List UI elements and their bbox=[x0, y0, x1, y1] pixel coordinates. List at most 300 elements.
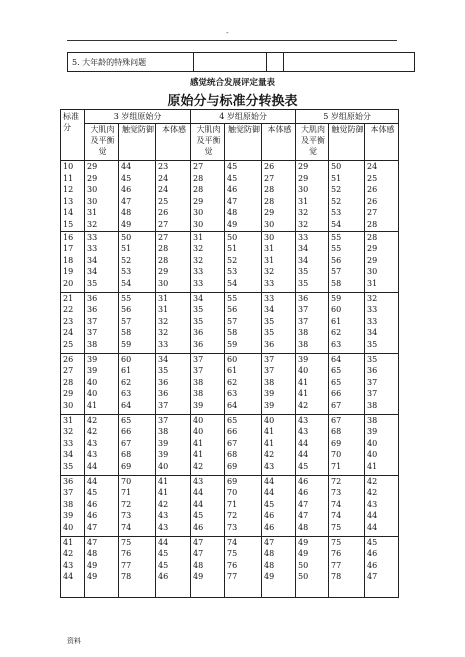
raw-score-cell bbox=[365, 231, 399, 292]
cell-value: 68 bbox=[121, 450, 132, 460]
previous-table-fragment bbox=[67, 52, 415, 72]
cell-value: 39 bbox=[158, 438, 169, 448]
table-row bbox=[61, 353, 399, 414]
cell-value: 59 bbox=[121, 339, 132, 349]
raw-score-cell bbox=[262, 475, 296, 536]
cell-value: 47 bbox=[367, 572, 378, 582]
cell-value: 43 bbox=[298, 415, 309, 425]
cell-value: 68 bbox=[227, 450, 238, 460]
cell-value: 48 bbox=[298, 522, 309, 532]
cell-value: 33 bbox=[367, 305, 378, 315]
raw-score-cell bbox=[329, 161, 365, 232]
raw-score-cell bbox=[225, 161, 262, 232]
cell-value: 59 bbox=[227, 339, 238, 349]
cell-value: 28 bbox=[264, 196, 275, 206]
raw-score-cell bbox=[262, 414, 296, 475]
cell-value: 53 bbox=[121, 267, 132, 277]
raw-score-cell bbox=[365, 475, 399, 536]
cell-value: 24 bbox=[63, 328, 74, 338]
cell-value: 44 bbox=[121, 162, 132, 171]
cell-value: 33 bbox=[367, 316, 378, 326]
cell-value: 46 bbox=[298, 488, 309, 498]
std-score-cell bbox=[61, 414, 85, 475]
cell-value: 55 bbox=[121, 293, 132, 303]
cell-value: 28 bbox=[193, 173, 204, 183]
cell-value: 45 bbox=[193, 511, 204, 521]
cell-value: 48 bbox=[264, 560, 275, 570]
raw-score-cell bbox=[156, 231, 191, 292]
cell-value: 26 bbox=[367, 196, 378, 206]
raw-score-cell bbox=[119, 353, 156, 414]
cell-value: 46 bbox=[264, 522, 275, 532]
raw-score-cell bbox=[156, 536, 191, 597]
std-score-cell bbox=[61, 536, 85, 597]
raw-score-cell bbox=[262, 231, 296, 292]
cell-value: 39 bbox=[264, 400, 275, 410]
cell-value: 76 bbox=[331, 549, 342, 559]
cell-value: 43 bbox=[298, 427, 309, 437]
cell-value: 75 bbox=[121, 537, 132, 547]
cell-value: 77 bbox=[227, 572, 238, 582]
raw-score-cell bbox=[262, 161, 296, 232]
cell-value: 68 bbox=[331, 427, 342, 437]
cell-value: 33 bbox=[193, 267, 204, 277]
cell-value: 66 bbox=[331, 389, 342, 399]
cell-value: 29 bbox=[367, 244, 378, 254]
cell-value: 37 bbox=[63, 488, 74, 498]
col-gross-motor: 大肌肉及平衡觉 bbox=[85, 124, 119, 161]
empty-cell bbox=[267, 53, 284, 72]
document-title: 感觉统合发展评定量表 bbox=[189, 78, 275, 88]
cell-value: 33 bbox=[298, 232, 309, 242]
cell-value: 43 bbox=[87, 450, 98, 460]
cell-value: 45 bbox=[367, 537, 378, 547]
cell-value: 49 bbox=[298, 549, 309, 559]
cell-value: 23 bbox=[63, 316, 74, 326]
cell-value: 69 bbox=[227, 461, 238, 471]
cell-value: 44 bbox=[264, 476, 275, 486]
cell-value: 44 bbox=[367, 511, 378, 521]
cell-value: 43 bbox=[264, 461, 275, 471]
cell-value: 48 bbox=[193, 560, 204, 570]
cell-value: 39 bbox=[264, 389, 275, 399]
cell-value: 65 bbox=[227, 415, 238, 425]
cell-value: 49 bbox=[193, 572, 204, 582]
cell-value: 70 bbox=[331, 450, 342, 460]
cell-value: 74 bbox=[227, 537, 238, 547]
cell-value: 45 bbox=[264, 499, 275, 509]
raw-score-cell bbox=[262, 292, 296, 353]
raw-score-cell bbox=[85, 536, 119, 597]
cell-value: 41 bbox=[87, 400, 98, 410]
cell-value: 47 bbox=[227, 196, 238, 206]
cell-value: 46 bbox=[87, 511, 98, 521]
cell-value: 25 bbox=[367, 173, 378, 183]
std-score-cell bbox=[61, 161, 85, 232]
cell-value: 59 bbox=[331, 293, 342, 303]
cell-value: 40 bbox=[298, 366, 309, 376]
cell-value: 39 bbox=[367, 427, 378, 437]
cell-value: 49 bbox=[298, 537, 309, 547]
cell-value: 44 bbox=[63, 572, 74, 582]
cell-value: 12 bbox=[63, 185, 74, 195]
col-tactile: 触觉防御 bbox=[329, 124, 365, 161]
cell-value: 34 bbox=[298, 255, 309, 265]
cell-value: 54 bbox=[227, 278, 238, 288]
cell-value: 43 bbox=[367, 499, 378, 509]
cell-value: 42 bbox=[87, 415, 98, 425]
cell-value: 13 bbox=[63, 196, 74, 206]
cell-value: 34 bbox=[264, 305, 275, 315]
cell-value: 30 bbox=[87, 185, 98, 195]
cell-value: 42 bbox=[367, 488, 378, 498]
cell-value: 11 bbox=[63, 173, 74, 183]
cell-value: 43 bbox=[158, 511, 169, 521]
cell-value: 46 bbox=[367, 560, 378, 570]
cell-value: 36 bbox=[264, 339, 275, 349]
cell-value: 32 bbox=[298, 219, 309, 229]
cell-value: 40 bbox=[87, 389, 98, 399]
col-proprioception: 本体感 bbox=[156, 124, 191, 161]
cell-value: 62 bbox=[121, 377, 132, 387]
cell-value: 46 bbox=[298, 476, 309, 486]
cell-value: 28 bbox=[158, 255, 169, 265]
cell-value: 41 bbox=[63, 537, 74, 547]
raw-score-cell bbox=[296, 475, 329, 536]
cell-value: 49 bbox=[227, 219, 238, 229]
cell-value: 29 bbox=[193, 196, 204, 206]
raw-score-cell bbox=[119, 475, 156, 536]
cell-value: 76 bbox=[227, 560, 238, 570]
cell-value: 62 bbox=[331, 328, 342, 338]
subcolumn-header-row bbox=[61, 124, 399, 161]
raw-score-cell bbox=[329, 353, 365, 414]
group-5y-header: 5 岁组原始分 bbox=[296, 110, 399, 124]
raw-score-cell bbox=[365, 161, 399, 232]
cell-value: 38 bbox=[264, 377, 275, 387]
cell-value: 36 bbox=[367, 366, 378, 376]
cell-value: 37 bbox=[158, 415, 169, 425]
cell-value: 27 bbox=[63, 366, 74, 376]
cell-value: 41 bbox=[193, 450, 204, 460]
cell-value: 31 bbox=[193, 232, 204, 242]
cell-value: 56 bbox=[227, 305, 238, 315]
cell-value: 45 bbox=[227, 173, 238, 183]
cell-value: 35 bbox=[158, 366, 169, 376]
cell-value: 40 bbox=[193, 415, 204, 425]
cell-value: 49 bbox=[87, 572, 98, 582]
raw-score-cell bbox=[119, 414, 156, 475]
table-row bbox=[68, 53, 415, 72]
cell-value: 73 bbox=[121, 511, 132, 521]
cell-value: 50 bbox=[298, 572, 309, 582]
cell-value: 44 bbox=[367, 522, 378, 532]
cell-value: 42 bbox=[264, 450, 275, 460]
cell-value: 32 bbox=[264, 267, 275, 277]
cell-value: 47 bbox=[121, 196, 132, 206]
raw-score-cell bbox=[225, 536, 262, 597]
raw-score-cell bbox=[296, 414, 329, 475]
cell-value: 33 bbox=[87, 232, 98, 242]
cell-value: 32 bbox=[158, 316, 169, 326]
cell-value: 42 bbox=[367, 476, 378, 486]
cell-value: 41 bbox=[298, 389, 309, 399]
cell-value: 69 bbox=[121, 461, 132, 471]
cell-value: 50 bbox=[121, 232, 132, 242]
cell-value: 67 bbox=[331, 400, 342, 410]
cell-value: 34 bbox=[87, 255, 98, 265]
empty-cell bbox=[284, 53, 415, 72]
cell-value: 20 bbox=[63, 278, 74, 288]
raw-score-cell bbox=[191, 475, 225, 536]
cell-value: 43 bbox=[63, 560, 74, 570]
cell-value: 30 bbox=[298, 185, 309, 195]
cell-value: 44 bbox=[193, 488, 204, 498]
col-gross-motor: 大肌肉及平衡觉 bbox=[191, 124, 225, 161]
cell-value: 39 bbox=[87, 354, 98, 364]
col-tactile: 触觉防御 bbox=[225, 124, 262, 161]
cell-value: 26 bbox=[158, 208, 169, 218]
cell-value: 40 bbox=[367, 450, 378, 460]
cell-value: 38 bbox=[367, 400, 378, 410]
raw-score-cell bbox=[329, 292, 365, 353]
raw-score-cell bbox=[262, 353, 296, 414]
cell-value: 50 bbox=[227, 232, 238, 242]
cell-value: 17 bbox=[63, 244, 74, 254]
cell-value: 19 bbox=[63, 267, 74, 277]
cell-value: 30 bbox=[63, 400, 74, 410]
cell-value: 58 bbox=[331, 278, 342, 288]
cell-value: 42 bbox=[158, 499, 169, 509]
raw-score-cell bbox=[365, 292, 399, 353]
cell-value: 27 bbox=[158, 219, 169, 229]
cell-value: 55 bbox=[227, 293, 238, 303]
cell-value: 46 bbox=[87, 499, 98, 509]
cell-value: 39 bbox=[63, 511, 74, 521]
cell-value: 56 bbox=[121, 305, 132, 315]
raw-score-cell bbox=[296, 161, 329, 232]
raw-score-cell bbox=[85, 161, 119, 232]
cell-value: 25 bbox=[63, 339, 74, 349]
cell-value: 40 bbox=[264, 415, 275, 425]
cell-value: 37 bbox=[264, 366, 275, 376]
cell-value: 45 bbox=[158, 560, 169, 570]
cell-value: 77 bbox=[121, 560, 132, 570]
cell-value: 23 bbox=[158, 162, 169, 171]
cell-value: 47 bbox=[87, 522, 98, 532]
cell-value: 69 bbox=[331, 438, 342, 448]
cell-value: 71 bbox=[121, 488, 132, 498]
cell-value: 70 bbox=[227, 488, 238, 498]
cell-value: 37 bbox=[367, 389, 378, 399]
cell-value: 44 bbox=[264, 488, 275, 498]
cell-value: 64 bbox=[227, 400, 238, 410]
cell-value: 44 bbox=[87, 476, 98, 486]
cell-value: 77 bbox=[331, 560, 342, 570]
cell-value: 32 bbox=[298, 208, 309, 218]
table-row bbox=[61, 414, 399, 475]
cell-value: 64 bbox=[121, 400, 132, 410]
cell-value: 45 bbox=[298, 461, 309, 471]
cell-value: 46 bbox=[121, 185, 132, 195]
cell-value: 72 bbox=[121, 499, 132, 509]
cell-value: 66 bbox=[121, 427, 132, 437]
raw-score-cell bbox=[156, 353, 191, 414]
table-row bbox=[61, 292, 399, 353]
raw-score-cell bbox=[156, 414, 191, 475]
cell-value: 41 bbox=[367, 461, 378, 471]
raw-score-cell bbox=[365, 536, 399, 597]
cell-value: 41 bbox=[264, 427, 275, 437]
cell-value: 42 bbox=[87, 427, 98, 437]
cell-value: 43 bbox=[158, 522, 169, 532]
cell-value: 32 bbox=[63, 427, 74, 437]
cell-value: 55 bbox=[331, 232, 342, 242]
raw-score-cell bbox=[329, 414, 365, 475]
cell-value: 35 bbox=[87, 278, 98, 288]
cell-value: 61 bbox=[227, 366, 238, 376]
cell-value: 28 bbox=[63, 377, 74, 387]
raw-score-cell bbox=[156, 475, 191, 536]
cell-value: 36 bbox=[193, 339, 204, 349]
cell-value: 35 bbox=[193, 305, 204, 315]
raw-score-cell bbox=[329, 231, 365, 292]
cell-value: 27 bbox=[193, 162, 204, 171]
cell-value: 35 bbox=[193, 316, 204, 326]
cell-value: 63 bbox=[227, 389, 238, 399]
cell-value: 78 bbox=[331, 572, 342, 582]
raw-score-cell bbox=[225, 353, 262, 414]
table-row bbox=[61, 475, 399, 536]
cell-value: 14 bbox=[63, 208, 74, 218]
cell-value: 37 bbox=[298, 316, 309, 326]
cell-value: 34 bbox=[193, 293, 204, 303]
cell-value: 73 bbox=[331, 488, 342, 498]
cell-value: 45 bbox=[121, 173, 132, 183]
cell-value: 46 bbox=[158, 572, 169, 582]
cell-value: 31 bbox=[264, 255, 275, 265]
cell-value: 41 bbox=[298, 377, 309, 387]
cell-value: 73 bbox=[227, 522, 238, 532]
cell-value: 52 bbox=[121, 255, 132, 265]
cell-value: 42 bbox=[298, 400, 309, 410]
cell-value: 30 bbox=[264, 219, 275, 229]
cell-value: 39 bbox=[87, 366, 98, 376]
cell-value: 51 bbox=[227, 244, 238, 254]
cell-value: 28 bbox=[367, 232, 378, 242]
cell-value: 67 bbox=[331, 415, 342, 425]
cell-value: 24 bbox=[158, 185, 169, 195]
cell-value: 66 bbox=[227, 427, 238, 437]
group-4y-header: 4 岁组原始分 bbox=[191, 110, 296, 124]
cell-value: 60 bbox=[121, 354, 132, 364]
cell-value: 41 bbox=[158, 476, 169, 486]
cell-value: 28 bbox=[158, 244, 169, 254]
cell-value: 28 bbox=[367, 219, 378, 229]
cell-value: 43 bbox=[87, 438, 98, 448]
cell-value: 33 bbox=[264, 293, 275, 303]
cell-value: 31 bbox=[298, 196, 309, 206]
cell-value: 26 bbox=[264, 162, 275, 171]
cell-value: 46 bbox=[227, 185, 238, 195]
table-row bbox=[61, 161, 399, 232]
empty-cell bbox=[194, 53, 267, 72]
cell-value: 37 bbox=[264, 354, 275, 364]
cell-value: 22 bbox=[63, 305, 74, 315]
cell-value: 75 bbox=[331, 537, 342, 547]
cell-value: 44 bbox=[298, 438, 309, 448]
cell-value: 44 bbox=[87, 461, 98, 471]
cell-value: 63 bbox=[121, 389, 132, 399]
cell-value: 47 bbox=[87, 537, 98, 547]
cell-value: 33 bbox=[193, 278, 204, 288]
cell-value: 71 bbox=[331, 461, 342, 471]
cell-value: 48 bbox=[121, 208, 132, 218]
cell-value: 53 bbox=[331, 208, 342, 218]
cell-value: 44 bbox=[158, 537, 169, 547]
cell-value: 10 bbox=[63, 162, 74, 171]
cell-value: 48 bbox=[264, 549, 275, 559]
raw-score-cell bbox=[191, 414, 225, 475]
cell-value: 34 bbox=[298, 244, 309, 254]
group-3y-header: 3 岁组原始分 bbox=[85, 110, 191, 124]
cell-value: 60 bbox=[227, 354, 238, 364]
cell-value: 74 bbox=[331, 511, 342, 521]
cell-value: 69 bbox=[227, 476, 238, 486]
cell-value: 29 bbox=[158, 267, 169, 277]
raw-score-cell bbox=[329, 475, 365, 536]
cell-value: 70 bbox=[121, 476, 132, 486]
cell-value: 36 bbox=[298, 293, 309, 303]
cell-value: 37 bbox=[87, 328, 98, 338]
cell-value: 35 bbox=[63, 461, 74, 471]
raw-score-cell bbox=[119, 536, 156, 597]
cell-value: 38 bbox=[298, 328, 309, 338]
cell-value: 57 bbox=[331, 267, 342, 277]
cell-value: 54 bbox=[121, 278, 132, 288]
cell-value: 35 bbox=[298, 278, 309, 288]
cell-value: 37 bbox=[158, 400, 169, 410]
cell-value: 36 bbox=[158, 389, 169, 399]
table-row bbox=[61, 536, 399, 597]
raw-score-cell bbox=[296, 292, 329, 353]
cell-value: 29 bbox=[298, 173, 309, 183]
cell-value: 33 bbox=[63, 438, 74, 448]
cell-value: 30 bbox=[367, 267, 378, 277]
cell-value: 41 bbox=[158, 488, 169, 498]
raw-score-cell bbox=[119, 161, 156, 232]
col-proprioception: 本体感 bbox=[365, 124, 399, 161]
cell-value: 40 bbox=[158, 461, 169, 471]
cell-value: 30 bbox=[87, 196, 98, 206]
raw-score-cell bbox=[296, 536, 329, 597]
cell-value: 30 bbox=[193, 219, 204, 229]
raw-score-cell bbox=[85, 231, 119, 292]
cell-value: 27 bbox=[264, 173, 275, 183]
cell-value: 37 bbox=[298, 305, 309, 315]
cell-value: 38 bbox=[367, 415, 378, 425]
cell-value: 31 bbox=[63, 415, 74, 425]
cell-value: 75 bbox=[331, 522, 342, 532]
cell-value: 52 bbox=[331, 196, 342, 206]
cell-value: 29 bbox=[87, 173, 98, 183]
raw-score-cell bbox=[262, 536, 296, 597]
cell-value: 54 bbox=[331, 219, 342, 229]
raw-score-cell bbox=[365, 353, 399, 414]
cell-value: 33 bbox=[158, 339, 169, 349]
cell-value: 50 bbox=[331, 162, 342, 171]
cell-value: 40 bbox=[367, 438, 378, 448]
